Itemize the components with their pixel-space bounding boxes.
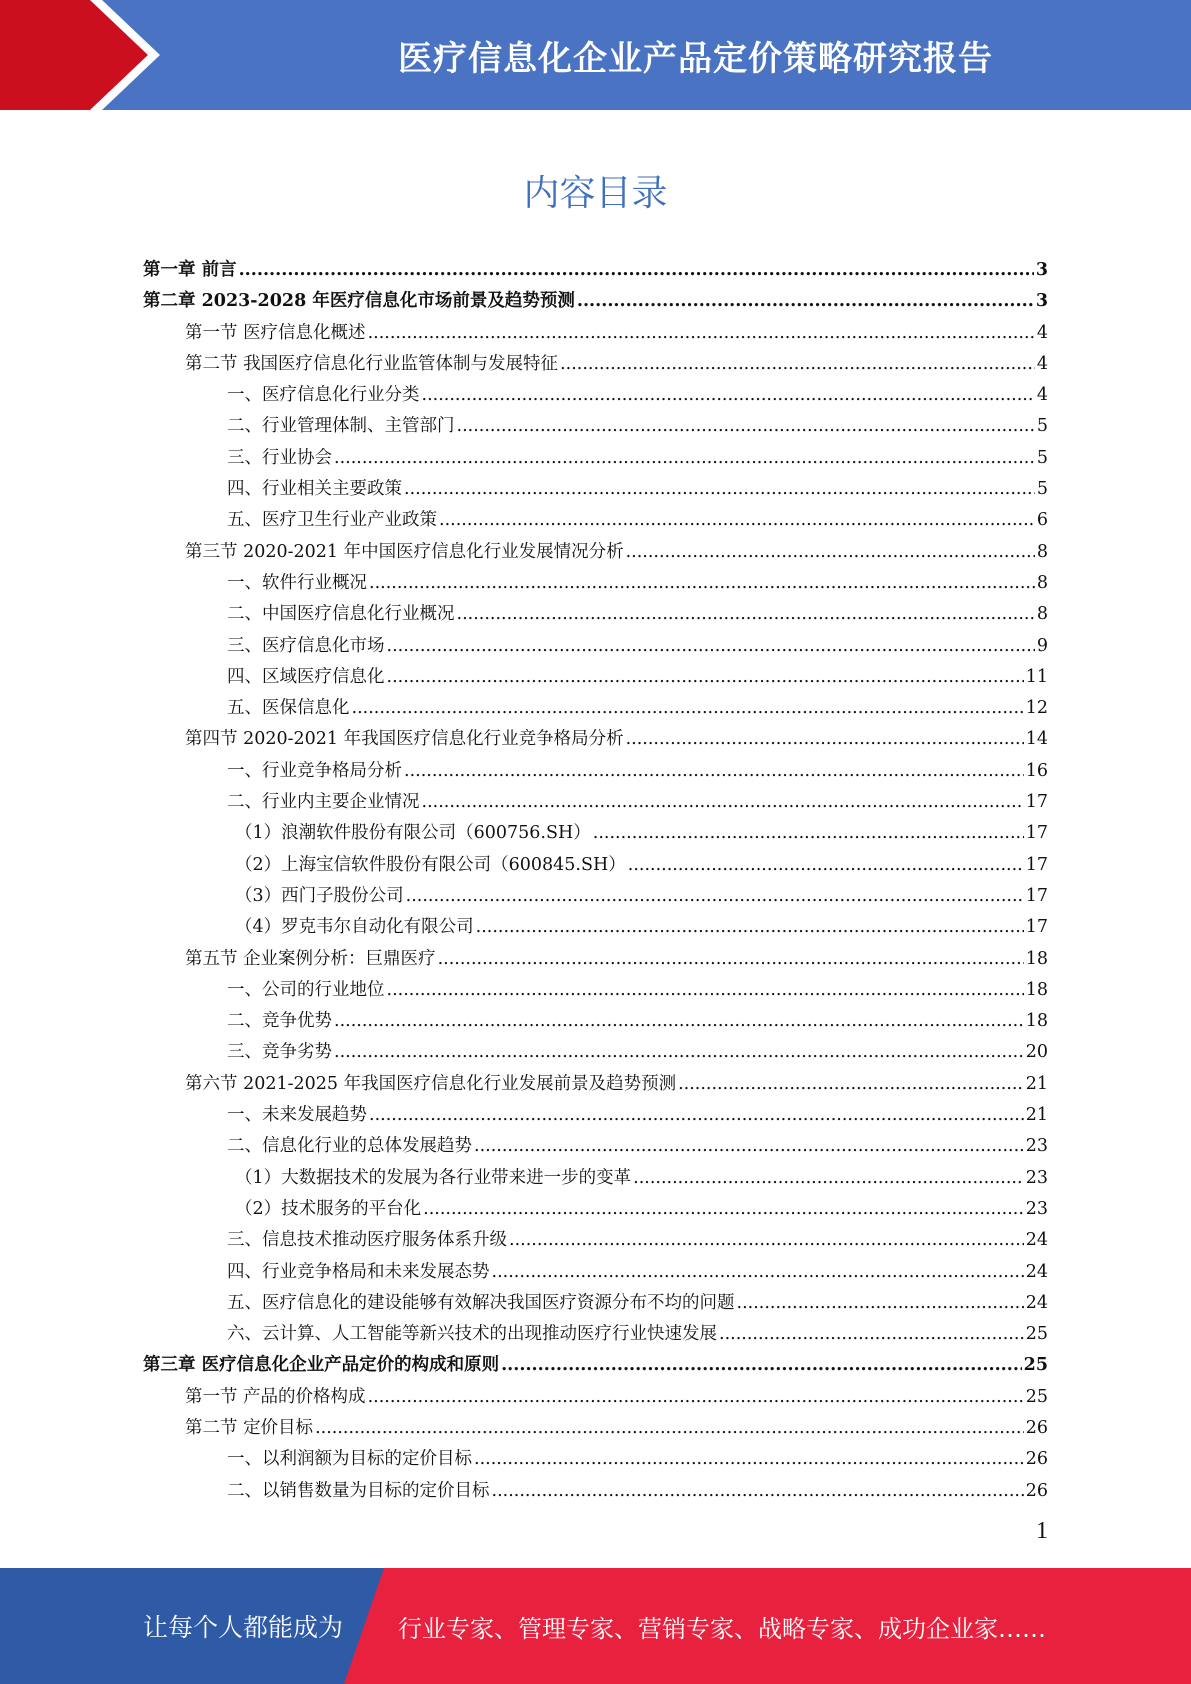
toc-dot-leader: [577, 286, 1034, 317]
toc-dot-leader: [501, 1350, 1022, 1381]
toc-entry[interactable]: [143, 318, 1048, 349]
toc-entry[interactable]: [143, 1413, 1048, 1444]
toc-dot-leader: [404, 756, 1024, 787]
toc-entry[interactable]: [143, 818, 1048, 849]
toc-entry[interactable]: [143, 568, 1048, 599]
toc-dot-leader: [560, 349, 1035, 380]
toc-entry-page: 5: [1036, 479, 1048, 500]
toc-entry[interactable]: [143, 1100, 1048, 1131]
toc-entry-page: 21: [1025, 1073, 1048, 1094]
toc-entry-label: 四、行业相关主要政策: [227, 479, 402, 500]
toc-entry[interactable]: [143, 631, 1048, 662]
toc-dot-leader: [369, 568, 1035, 599]
toc-entry-label: 三、信息技术推动医疗服务体系升级: [227, 1230, 507, 1251]
toc-entry[interactable]: [143, 349, 1048, 380]
toc-entry-page: 26: [1025, 1417, 1048, 1438]
toc-entry-page: 17: [1025, 792, 1048, 813]
toc-dot-leader: [474, 1444, 1024, 1475]
toc-entry[interactable]: [143, 1444, 1048, 1475]
toc-entry-page: 8: [1036, 572, 1048, 593]
toc-entry-label: 第二节 我国医疗信息化行业监管体制与发展特征: [185, 353, 559, 374]
toc-entry-page: 23: [1025, 1167, 1048, 1188]
page-footer: [0, 1568, 1191, 1684]
toc-entry-page: 5: [1036, 416, 1048, 437]
toc-entry-page: 25: [1023, 1355, 1048, 1376]
footer-slogan-right: 行业专家、管理专家、营销专家、战略专家、成功企业家……: [398, 1614, 1046, 1643]
toc-dot-leader: [509, 1225, 1024, 1256]
toc-entry-label: 二、行业管理体制、主管部门: [227, 416, 455, 437]
toc-dot-leader: [719, 1319, 1024, 1350]
toc-dot-leader: [492, 1257, 1024, 1288]
toc-entry[interactable]: [143, 693, 1048, 724]
toc-entry-page: 20: [1025, 1042, 1048, 1063]
toc-entry-page: 17: [1025, 917, 1048, 938]
toc-entry-page: 14: [1025, 729, 1048, 750]
toc-entry[interactable]: [143, 1476, 1048, 1507]
toc-entry-label: 四、区域医疗信息化: [227, 666, 385, 687]
toc-entry-label: 一、行业竞争格局分析: [227, 760, 402, 781]
toc-dot-leader: [352, 693, 1024, 724]
toc-entry-label: （1）浪潮软件股份有限公司（600756.SH）: [235, 823, 591, 844]
toc-dot-leader: [423, 1194, 1024, 1225]
toc-entry[interactable]: [143, 1006, 1048, 1037]
toc-entry[interactable]: [143, 756, 1048, 787]
toc-entry-label: 三、竞争劣势: [227, 1042, 332, 1063]
toc-entry[interactable]: [143, 505, 1048, 536]
toc-entry-label: 三、医疗信息化市场: [227, 635, 385, 656]
toc-entry-page: 8: [1036, 541, 1048, 562]
toc-entry-label: 二、竞争优势: [227, 1011, 332, 1032]
toc-entry-label: 第一节 产品的价格构成: [185, 1386, 366, 1407]
toc-entry[interactable]: [143, 1069, 1048, 1100]
toc-dot-leader: [387, 631, 1035, 662]
toc-entry-label: 二、中国医疗信息化行业概况: [227, 604, 455, 625]
toc-entry[interactable]: [143, 537, 1048, 568]
toc-dot-leader: [334, 1006, 1024, 1037]
toc-entry-label: 五、医疗卫生行业产业政策: [227, 510, 437, 531]
toc-entry-label: 二、行业内主要企业情况: [227, 792, 420, 813]
toc-entry[interactable]: [143, 1382, 1048, 1413]
toc-dot-leader: [626, 537, 1035, 568]
page-header: [0, 0, 1191, 110]
toc-dot-leader: [406, 881, 1024, 912]
toc-entry-label: 二、以销售数量为目标的定价目标: [227, 1480, 490, 1501]
toc-dot-leader: [474, 1131, 1024, 1162]
toc-entry-page: 8: [1036, 604, 1048, 625]
toc-entry-page: 12: [1025, 698, 1048, 719]
toc-entry-page: 3: [1035, 291, 1048, 312]
toc-entry-page: 18: [1025, 979, 1048, 1000]
toc-entry-label: 第一章 前言: [143, 260, 237, 280]
toc-entry-page: 21: [1025, 1105, 1048, 1126]
toc-dot-leader: [368, 318, 1035, 349]
toc-dot-leader: [387, 975, 1024, 1006]
toc-entry-label: 三、行业协会: [227, 447, 332, 468]
toc-entry-page: 25: [1025, 1324, 1048, 1345]
toc-entry[interactable]: [143, 912, 1048, 943]
toc-entry-page: 17: [1025, 854, 1048, 875]
toc-entry-page: 26: [1025, 1480, 1048, 1501]
toc-entry-page: 26: [1025, 1449, 1048, 1470]
toc-entry-page: 6: [1036, 510, 1048, 531]
toc-dot-leader: [422, 787, 1024, 818]
toc-dot-leader: [387, 662, 1024, 693]
toc-entry[interactable]: [143, 1194, 1048, 1225]
toc-entry-page: 24: [1025, 1230, 1048, 1251]
toc-entry[interactable]: [143, 1131, 1048, 1162]
toc-dot-leader: [457, 599, 1035, 630]
toc-dot-leader: [457, 411, 1035, 442]
toc-entry[interactable]: [143, 1319, 1048, 1350]
toc-entry-label: 第六节 2021-2025 年我国医疗信息化行业发展前景及趋势预测: [185, 1073, 677, 1094]
toc-entry[interactable]: [143, 787, 1048, 818]
toc-entry-page: 24: [1025, 1261, 1048, 1282]
toc-entry-label: （1）大数据技术的发展为各行业带来进一步的变革: [235, 1167, 632, 1188]
toc-entry-label: 六、云计算、人工智能等新兴技术的出现推动医疗行业快速发展: [227, 1324, 717, 1345]
table-of-contents: [143, 255, 1048, 1507]
toc-entry-label: 四、行业竞争格局和未来发展态势: [227, 1261, 490, 1282]
toc-entry-label: 一、以利润额为目标的定价目标: [227, 1449, 472, 1470]
footer-slogan-left: 让每个人都能成为: [143, 1613, 344, 1642]
toc-dot-leader: [368, 1382, 1024, 1413]
toc-entry[interactable]: [143, 599, 1048, 630]
toc-entry[interactable]: [143, 443, 1048, 474]
toc-entry-label: 一、未来发展趋势: [227, 1105, 367, 1126]
toc-entry-page: 4: [1036, 353, 1048, 374]
toc-dot-leader: [438, 944, 1024, 975]
toc-entry[interactable]: [143, 255, 1048, 286]
toc-entry-page: 3: [1035, 260, 1048, 280]
toc-dot-leader: [633, 1163, 1024, 1194]
toc-entry-label: （2）上海宝信软件股份有限公司（600845.SH）: [235, 854, 626, 875]
toc-heading: 内容目录: [523, 173, 668, 214]
toc-entry-page: 16: [1025, 760, 1048, 781]
toc-entry[interactable]: [143, 1037, 1048, 1068]
toc-entry[interactable]: [143, 881, 1048, 912]
toc-dot-leader: [422, 380, 1035, 411]
toc-entry-page: 11: [1025, 666, 1048, 687]
toc-dot-leader: [593, 818, 1024, 849]
toc-dot-leader: [737, 1288, 1024, 1319]
toc-entry[interactable]: [143, 850, 1048, 881]
toc-entry-label: 第一节 医疗信息化概述: [185, 322, 366, 343]
toc-dot-leader: [626, 724, 1024, 755]
toc-dot-leader: [239, 255, 1034, 286]
toc-entry-label: 一、医疗信息化行业分类: [227, 385, 420, 406]
toc-entry-label: 第五节 企业案例分析：巨鼎医疗: [185, 948, 436, 969]
toc-entry-page: 5: [1036, 447, 1048, 468]
toc-entry[interactable]: [143, 1350, 1048, 1381]
toc-entry-label: （3）西门子股份公司: [235, 885, 404, 906]
toc-entry-label: 五、医保信息化: [227, 698, 350, 719]
toc-entry-page: 18: [1025, 948, 1048, 969]
toc-entry[interactable]: [143, 1257, 1048, 1288]
toc-dot-leader: [678, 1069, 1024, 1100]
toc-entry[interactable]: [143, 1225, 1048, 1256]
toc-entry-page: 25: [1025, 1386, 1048, 1407]
toc-entry-page: 24: [1025, 1292, 1048, 1313]
toc-dot-leader: [404, 474, 1035, 505]
toc-entry-page: 23: [1025, 1198, 1048, 1219]
toc-entry-label: 五、医疗信息化的建设能够有效解决我国医疗资源分布不均的问题: [227, 1292, 735, 1313]
toc-dot-leader: [369, 1100, 1024, 1131]
toc-dot-leader: [439, 505, 1035, 536]
toc-entry-label: 二、信息化行业的总体发展趋势: [227, 1136, 472, 1157]
toc-entry-page: 23: [1025, 1136, 1048, 1157]
toc-entry-label: 一、公司的行业地位: [227, 979, 385, 1000]
toc-entry-page: 4: [1036, 322, 1048, 343]
toc-entry-label: （4）罗克韦尔自动化有限公司: [235, 917, 474, 938]
toc-entry[interactable]: [143, 975, 1048, 1006]
toc-entry[interactable]: [143, 286, 1048, 317]
toc-entry[interactable]: [143, 662, 1048, 693]
toc-entry-label: 第二章 2023-2028 年医疗信息化市场前景及趋势预测: [143, 291, 575, 312]
toc-entry[interactable]: [143, 1288, 1048, 1319]
toc-entry-label: 一、软件行业概况: [227, 572, 367, 593]
toc-entry[interactable]: [143, 724, 1048, 755]
toc-entry-page: 9: [1036, 635, 1048, 656]
toc-entry[interactable]: [143, 411, 1048, 442]
page-number: 1: [1036, 1518, 1048, 1544]
toc-entry[interactable]: [143, 380, 1048, 411]
toc-dot-leader: [315, 1413, 1024, 1444]
toc-entry[interactable]: [143, 1163, 1048, 1194]
report-title: 医疗信息化企业产品定价策略研究报告: [398, 38, 993, 79]
toc-entry-page: 17: [1025, 823, 1048, 844]
toc-entry-label: （2）技术服务的平台化: [235, 1198, 422, 1219]
toc-entry-page: 4: [1036, 385, 1048, 406]
toc-dot-leader: [334, 1037, 1024, 1068]
toc-entry[interactable]: [143, 474, 1048, 505]
toc-dot-leader: [476, 912, 1024, 943]
toc-dot-leader: [628, 850, 1024, 881]
toc-entry[interactable]: [143, 944, 1048, 975]
toc-dot-leader: [492, 1476, 1024, 1507]
toc-entry-label: 第三章 医疗信息化企业产品定价的构成和原则: [143, 1355, 500, 1376]
toc-entry-label: 第二节 定价目标: [185, 1417, 314, 1438]
toc-entry-label: 第四节 2020-2021 年我国医疗信息化行业竞争格局分析: [185, 729, 624, 750]
toc-entry-page: 18: [1025, 1011, 1048, 1032]
toc-entry-label: 第三节 2020-2021 年中国医疗信息化行业发展情况分析: [185, 541, 624, 562]
toc-entry-page: 17: [1025, 885, 1048, 906]
toc-dot-leader: [334, 443, 1035, 474]
